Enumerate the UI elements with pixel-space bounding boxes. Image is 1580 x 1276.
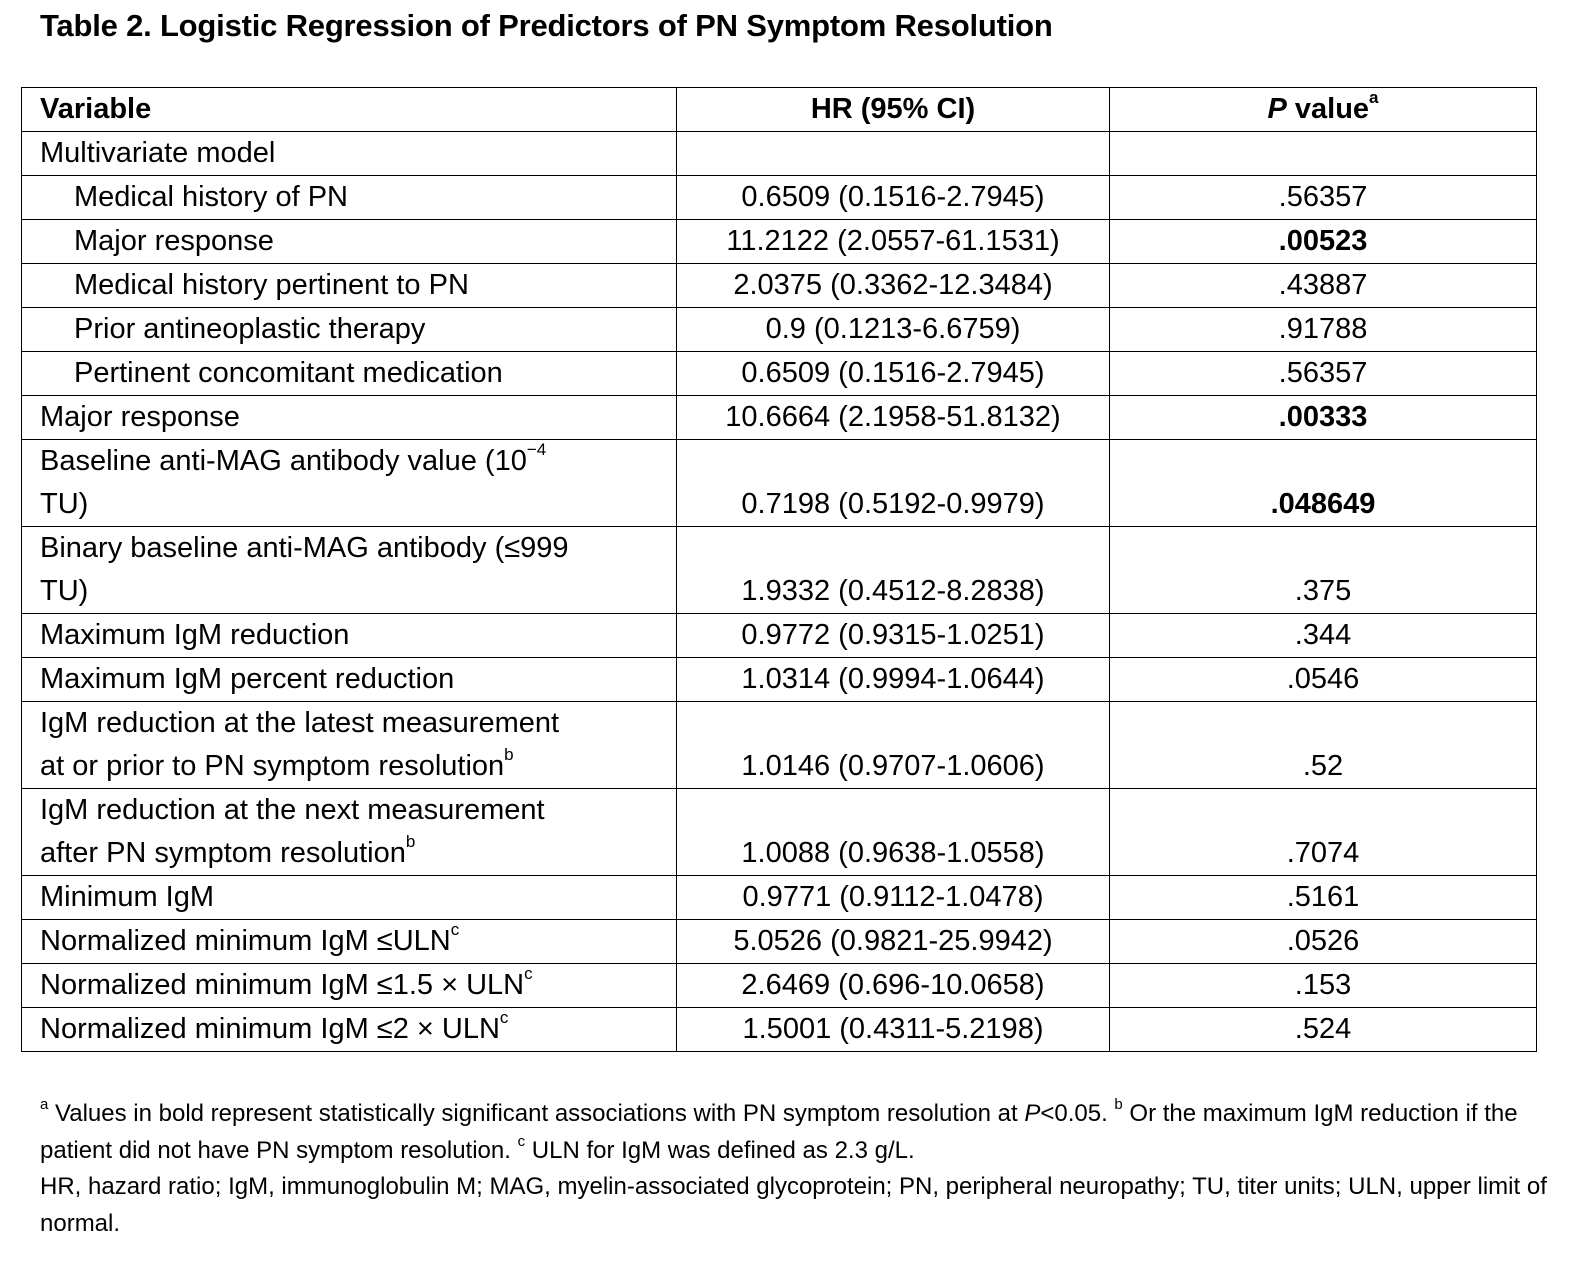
row-variable-line1: IgM reduction at the next measurement bbox=[40, 794, 545, 826]
table-row bbox=[22, 1008, 1537, 1052]
table-row bbox=[22, 789, 1537, 876]
row-hr: 1.9332 (0.4512-8.2838) bbox=[677, 527, 1110, 614]
row-variable-text: Normalized minimum IgM ≤1.5 × ULN bbox=[40, 969, 525, 1001]
footnote-a-tail: <0.05. bbox=[1040, 1100, 1115, 1127]
row-variable-line2: after PN symptom resolution bbox=[40, 837, 406, 869]
row-variable-line2: at or prior to PN symptom resolution bbox=[40, 750, 505, 782]
table-row bbox=[22, 702, 1537, 789]
header-p-rest: value bbox=[1286, 93, 1370, 125]
row-p: .153 bbox=[1110, 964, 1537, 1008]
row-p: .43887 bbox=[1110, 264, 1537, 308]
table-row bbox=[22, 658, 1537, 702]
footnote-significance bbox=[40, 1096, 1550, 1169]
row-variable-sup: b bbox=[504, 745, 514, 765]
row-hr: 2.6469 (0.696-10.0658) bbox=[677, 964, 1110, 1008]
row-hr: 5.0526 (0.9821-25.9942) bbox=[677, 920, 1110, 964]
table-row bbox=[22, 264, 1537, 308]
row-variable: Medical history pertinent to PN bbox=[22, 264, 677, 308]
row-variable-sup: −4 bbox=[526, 440, 547, 460]
row-p: .524 bbox=[1110, 1008, 1537, 1052]
header-p-italic: P bbox=[1267, 93, 1287, 125]
row-hr: 0.9772 (0.9315-1.0251) bbox=[677, 614, 1110, 658]
footnote-b-marker: b bbox=[1114, 1096, 1123, 1113]
header-hr: HR (95% CI) bbox=[677, 88, 1110, 132]
row-variable bbox=[22, 789, 677, 876]
table-row bbox=[22, 132, 1537, 176]
row-p: .5161 bbox=[1110, 876, 1537, 920]
table-row bbox=[22, 396, 1537, 440]
row-variable-text: Normalized minimum IgM ≤ULN bbox=[40, 925, 451, 957]
row-p: .56357 bbox=[1110, 352, 1537, 396]
footnote-abbreviations: HR, hazard ratio; IgM, immunoglobulin M; MAG, myelin-associated glycoprotein; PN, peripheral neuropathy; TU, titer units; ULN, upper limit of normal. bbox=[40, 1173, 1547, 1237]
header-variable: Variable bbox=[22, 88, 677, 132]
row-p: .56357 bbox=[1110, 176, 1537, 220]
footnote-a-p: P bbox=[1024, 1100, 1041, 1127]
row-variable-sup: c bbox=[450, 920, 460, 940]
row-variable-sup: c bbox=[499, 1008, 509, 1028]
footnote-a-text: Values in bold represent statistically significant associations with PN symptom resolution at bbox=[48, 1100, 1025, 1127]
row-hr: 1.5001 (0.4311-5.2198) bbox=[677, 1008, 1110, 1052]
row-p-significant: .048649 bbox=[1110, 440, 1537, 527]
row-variable: Minimum IgM bbox=[22, 876, 677, 920]
row-variable: Medical history of PN bbox=[22, 176, 677, 220]
row-variable: Maximum IgM reduction bbox=[22, 614, 677, 658]
row-variable-line2: TU) bbox=[40, 575, 89, 607]
table-title: Table 2. Logistic Regression of Predictors of PN Symptom Resolution bbox=[40, 8, 1053, 43]
row-variable-text: Normalized minimum IgM ≤2 × ULN bbox=[40, 1013, 500, 1045]
table-row bbox=[22, 176, 1537, 220]
row-hr: 1.0088 (0.9638-1.0558) bbox=[677, 789, 1110, 876]
row-variable bbox=[22, 1008, 677, 1052]
row-hr: 11.2122 (2.0557-61.1531) bbox=[677, 220, 1110, 264]
header-p-sup: a bbox=[1369, 88, 1379, 108]
row-hr bbox=[677, 132, 1110, 176]
footnote-b-text: Or the maximum IgM reduction if the patient did not have PN symptom resolution. bbox=[40, 1100, 1518, 1164]
table-row bbox=[22, 220, 1537, 264]
row-variable-sup: c bbox=[524, 964, 533, 984]
row-p: .52 bbox=[1110, 702, 1537, 789]
row-variable bbox=[22, 964, 677, 1008]
row-hr: 2.0375 (0.3362-12.3484) bbox=[677, 264, 1110, 308]
row-variable: Pertinent concomitant medication bbox=[22, 352, 677, 396]
footnote-c-marker: c bbox=[517, 1132, 526, 1150]
row-variable: Multivariate model bbox=[22, 132, 677, 176]
row-p: .0546 bbox=[1110, 658, 1537, 702]
row-p: .91788 bbox=[1110, 308, 1537, 352]
table-row bbox=[22, 308, 1537, 352]
row-variable: Prior antineoplastic therapy bbox=[22, 308, 677, 352]
row-p: .7074 bbox=[1110, 789, 1537, 876]
regression-table bbox=[21, 87, 1537, 1052]
row-p bbox=[1110, 132, 1537, 176]
row-variable-sup: b bbox=[405, 832, 416, 852]
row-hr: 0.6509 (0.1516-2.7945) bbox=[677, 176, 1110, 220]
row-p: .344 bbox=[1110, 614, 1537, 658]
table-row bbox=[22, 352, 1537, 396]
row-variable: Maximum IgM percent reduction bbox=[22, 658, 677, 702]
footnote-c-text: ULN for IgM was defined as 2.3 g/L. bbox=[525, 1136, 915, 1164]
row-variable: Major response bbox=[22, 396, 677, 440]
row-p: .0526 bbox=[1110, 920, 1537, 964]
table-row bbox=[22, 920, 1537, 964]
row-variable bbox=[22, 527, 677, 614]
row-variable bbox=[22, 920, 677, 964]
table-row bbox=[22, 876, 1537, 920]
table-row bbox=[22, 614, 1537, 658]
row-variable-line1: IgM reduction at the latest measurement bbox=[40, 707, 560, 739]
row-hr: 0.9 (0.1213-6.6759) bbox=[677, 308, 1110, 352]
row-p-significant: .00333 bbox=[1110, 396, 1537, 440]
table-row bbox=[22, 440, 1537, 527]
row-p: .375 bbox=[1110, 527, 1537, 614]
row-variable-line1: Baseline anti-MAG antibody value (10 bbox=[40, 445, 527, 477]
row-hr: 1.0146 (0.9707-1.0606) bbox=[677, 702, 1110, 789]
row-variable: Major response bbox=[22, 220, 677, 264]
footnote-a-marker: a bbox=[40, 1096, 49, 1113]
table-row bbox=[22, 527, 1537, 614]
row-hr: 0.7198 (0.5192-0.9979) bbox=[677, 440, 1110, 527]
row-hr: 10.6664 (2.1958-51.8132) bbox=[677, 396, 1110, 440]
header-row bbox=[22, 88, 1537, 132]
row-variable-line2: TU) bbox=[40, 488, 89, 520]
row-p-significant: .00523 bbox=[1110, 220, 1537, 264]
table-footnotes bbox=[40, 1096, 1550, 1242]
row-variable-line1: Binary baseline anti-MAG antibody (≤999 bbox=[40, 532, 569, 564]
table-row bbox=[22, 964, 1537, 1008]
row-variable bbox=[22, 702, 677, 789]
row-variable bbox=[22, 440, 677, 527]
row-hr: 1.0314 (0.9994-1.0644) bbox=[677, 658, 1110, 702]
header-p-value bbox=[1110, 88, 1537, 132]
row-hr: 0.6509 (0.1516-2.7945) bbox=[677, 352, 1110, 396]
row-hr: 0.9771 (0.9112-1.0478) bbox=[677, 876, 1110, 920]
